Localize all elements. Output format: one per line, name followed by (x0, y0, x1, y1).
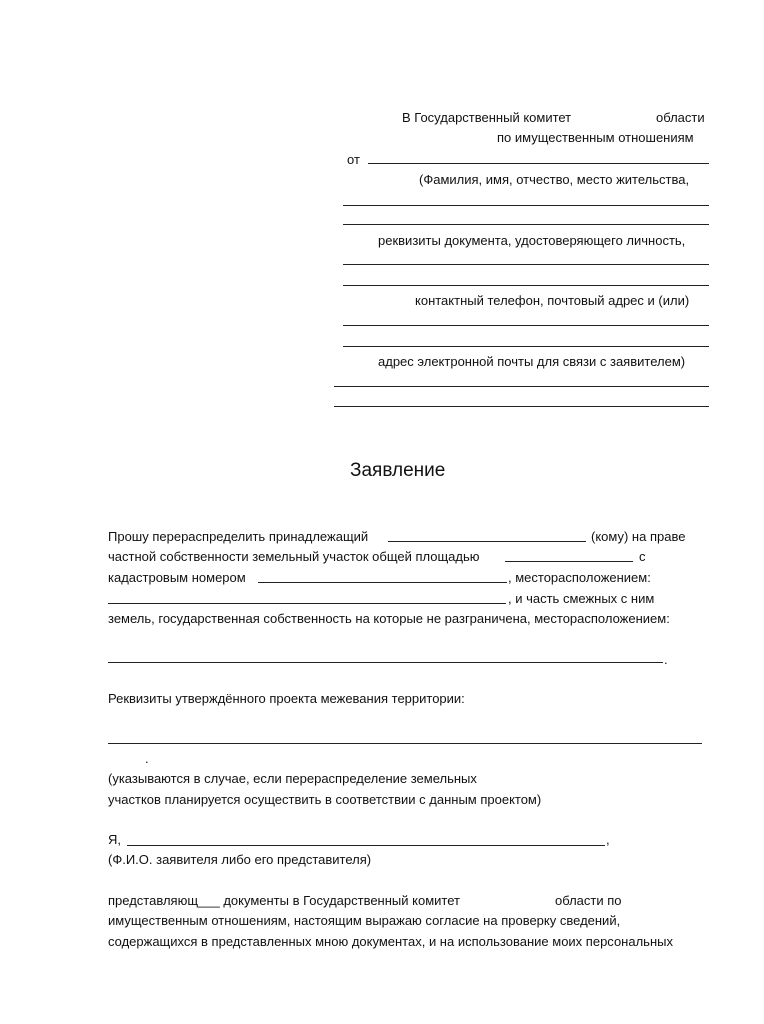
applicant-fio-fill-line[interactable] (127, 845, 605, 846)
project-note-1: (указываются в случае, если перераспределение земельных (108, 771, 477, 786)
cadastral-fill-line[interactable] (258, 582, 507, 583)
document-title: Заявление (350, 460, 446, 481)
fill-line[interactable] (343, 285, 709, 286)
i-label: Я, (108, 832, 121, 847)
fill-line[interactable] (343, 224, 709, 225)
project-label: Реквизиты утверждённого проекта межевания территории: (108, 691, 465, 706)
body-line-4b: , и часть смежных с ним (508, 591, 655, 606)
fill-line[interactable] (334, 386, 709, 387)
body-line-5: земель, государственная собственность на которые не разграничена, месторасположением: (108, 611, 670, 626)
from-fill-line[interactable] (368, 163, 709, 164)
body-line-2b: с (639, 549, 646, 564)
consent-line-2: имущественным отношениям, настоящим выражаю согласие на проверку сведений, (108, 913, 621, 928)
hint-doc: реквизиты документа, удостоверяющего личность, (378, 233, 686, 248)
area-fill-line[interactable] (505, 561, 633, 562)
project-note-2: участков планируется осуществить в соответствии с данным проектом) (108, 792, 542, 807)
body-line-3b: , месторасположением: (508, 570, 651, 585)
addressee-committee: В Государственный комитет (402, 110, 572, 125)
hint-fio: (Фамилия, имя, отчество, место жительства, (419, 172, 690, 187)
fill-line[interactable] (343, 346, 709, 347)
body-line-1b: (кому) на праве (591, 529, 686, 544)
hint-email: адрес электронной почты для связи с заявителем) (378, 354, 686, 369)
consent-line-3: содержащихся в представленных мною документах, и на использование моих персональных (108, 934, 673, 949)
hint-contacts: контактный телефон, почтовый адрес и (или) (415, 293, 690, 308)
consent-line-1b: области по (555, 893, 622, 908)
fill-line[interactable] (334, 406, 709, 407)
from-label: от (347, 152, 360, 167)
body-line-2a: частной собственности земельный участок общей площадью (108, 549, 480, 564)
period-mark: . (664, 652, 668, 667)
fill-line[interactable] (343, 205, 709, 206)
owner-fill-line[interactable] (388, 541, 586, 542)
fio-hint: (Ф.И.О. заявителя либо его представителя) (108, 852, 372, 867)
addressee-committee-line2: по имущественным отношениям (497, 130, 694, 145)
fill-line[interactable] (343, 325, 709, 326)
consent-line-1a: представляющ___ документы в Государственный комитет (108, 893, 460, 908)
fill-line[interactable] (343, 264, 709, 265)
body-line-1a: Прошу перераспределить принадлежащий (108, 529, 369, 544)
lands-location-fill-line[interactable] (108, 662, 663, 663)
location-fill-line[interactable] (108, 603, 506, 604)
period-mark: . (145, 751, 149, 766)
addressee-region-word: области (656, 110, 705, 125)
body-line-3a: кадастровым номером (108, 570, 246, 585)
comma-mark: , (606, 832, 610, 847)
project-fill-line[interactable] (108, 743, 702, 744)
